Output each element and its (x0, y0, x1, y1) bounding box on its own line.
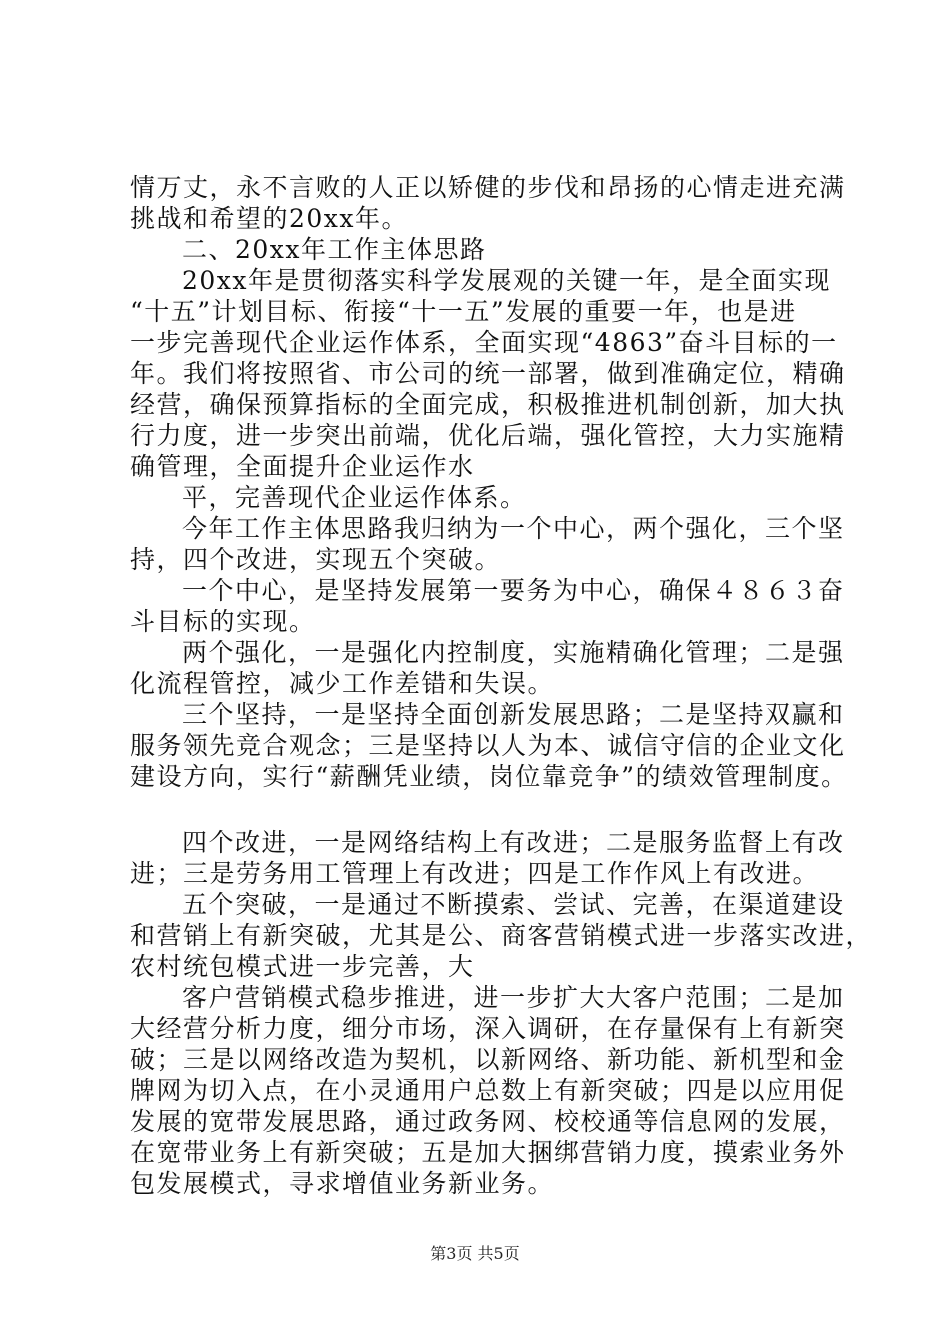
text-line: 行力度，进一步突出前端，优化后端，强化管控，大力实施精 (130, 421, 846, 450)
text-line: 一个中心，是坚持发展第一要务为中心，确保４８６３奋 (182, 576, 845, 605)
text-line: 斗目标的实现。 (130, 607, 316, 636)
text-line: 发展的宽带发展思路，通过政务网、校校通等信息网的发展， (130, 1107, 846, 1136)
text-line: 包发展模式，寻求增值业务新业务。 (130, 1169, 555, 1198)
text-line: 确管理，全面提升企业运作水 (130, 452, 475, 481)
text-line: 破；三是以网络改造为契机，以新网络、新功能、新机型和金 (130, 1045, 846, 1074)
text-line: 三个坚持，一是坚持全面创新发展思路；二是坚持双赢和 (182, 700, 845, 729)
text-line: 进；三是劳务用工管理上有改进；四是工作作风上有改进。 (130, 859, 820, 888)
text-line: 五个突破，一是通过不断摸索、尝试、完善，在渠道建设 (182, 890, 845, 919)
page-number-footer: 第3页 共5页 (430, 1244, 520, 1263)
section-heading: 二、20xx年工作主体思路 (182, 235, 487, 264)
text-line: 大经营分析力度，细分市场，深入调研，在存量保有上有新突 (130, 1014, 846, 1043)
text-line: 农村统包模式进一步完善，大 (130, 952, 475, 981)
text-line: 今年工作主体思路我归纳为一个中心，两个强化，三个坚 (182, 514, 845, 543)
document-body (130, 172, 873, 1199)
text-line: 牌网为切入点，在小灵通用户总数上有新突破；四是以应用促 (130, 1076, 846, 1105)
text-line: 和营销上有新突破，尤其是公、商客营销模式进一步落实改进， (130, 921, 873, 950)
text-line: “十五”计划目标、衔接“十一五”发展的重要一年，也是进 (130, 297, 797, 326)
text-line: 在宽带业务上有新突破；五是加大捆绑营销力度，摸索业务外 (130, 1138, 846, 1167)
text-line: 情万丈，永不言败的人正以矫健的步伐和昂扬的心情走进充满 (130, 173, 846, 202)
text-line: 挑战和希望的20xx年。 (130, 204, 409, 233)
text-line: 年。我们将按照省、市公司的统一部署，做到准确定位，精确 (130, 359, 846, 388)
text-line: 客户营销模式稳步推进，进一步扩大大客户范围；二是加 (182, 983, 845, 1012)
text-line: 持，四个改进，实现五个突破。 (130, 545, 502, 574)
text-line: 服务领先竞合观念；三是坚持以人为本、诚信守信的企业文化 (130, 731, 846, 760)
paragraph-gap (130, 792, 830, 827)
text-line: 建设方向，实行“薪酬凭业绩，岗位靠竞争”的绩效管理制度。 (130, 762, 848, 791)
text-line: 四个改进，一是网络结构上有改进；二是服务监督上有改 (182, 828, 845, 857)
text-line: 平，完善现代企业运作体系。 (182, 483, 527, 512)
text-line: 一步完善现代企业运作体系，全面实现“4863”奋斗目标的一 (130, 328, 838, 357)
text-line: 经营，确保预算指标的全面完成，积极推进机制创新，加大执 (130, 390, 846, 419)
text-line: 20xx年是贯彻落实科学发展观的关键一年，是全面实现 (182, 266, 832, 295)
text-line: 两个强化，一是强化内控制度，实施精确化管理；二是强 (182, 638, 845, 667)
text-line: 化流程管控，减少工作差错和失误。 (130, 669, 555, 698)
